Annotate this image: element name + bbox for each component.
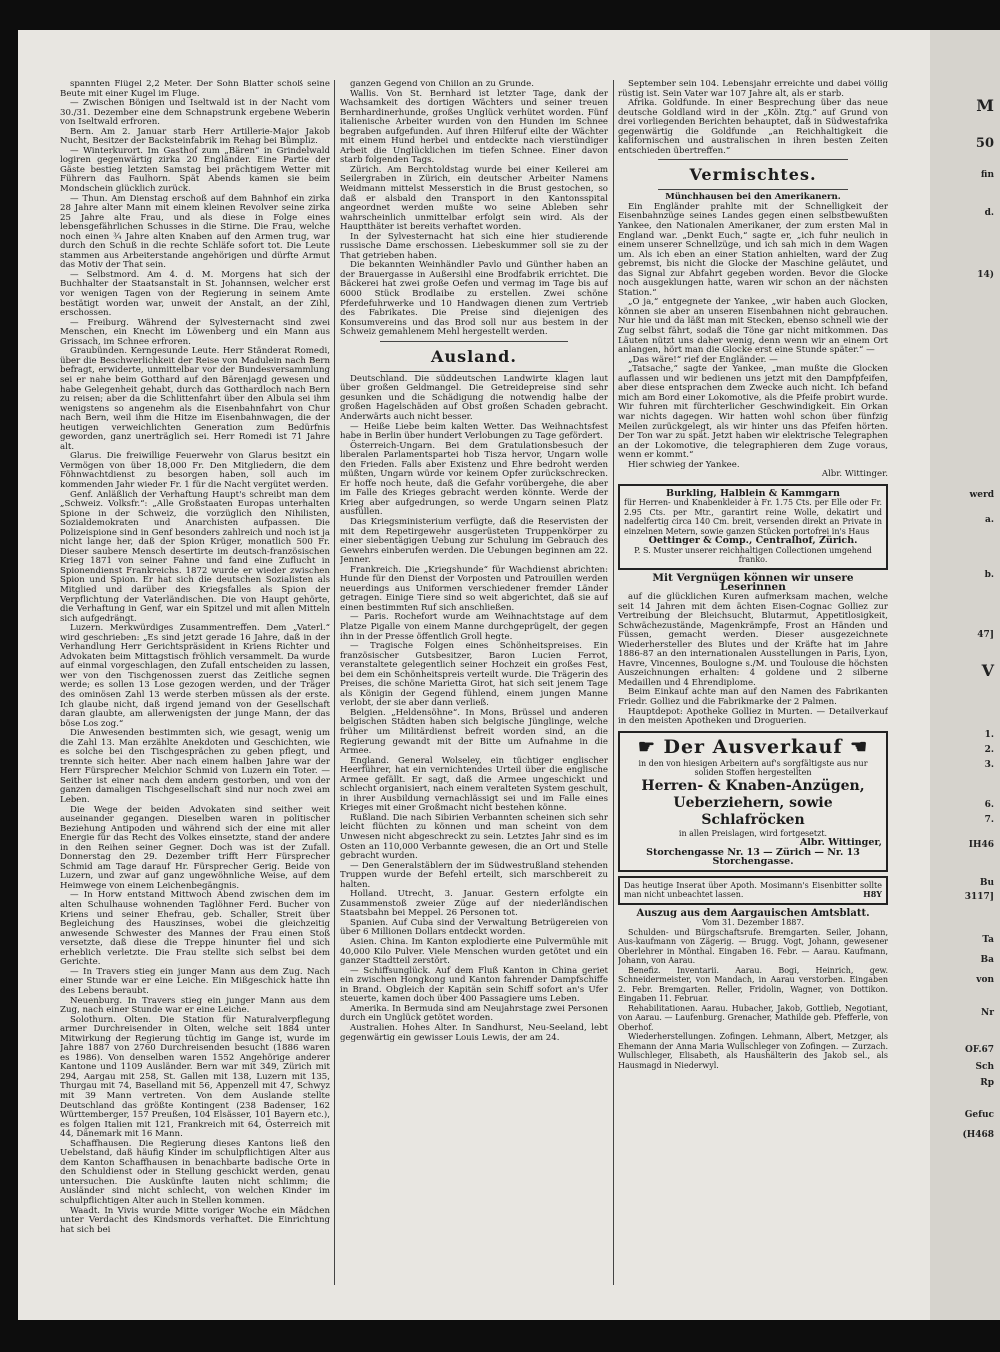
article-paragraph: Österreich-Ungarn. Bei dem Gratulationsbesuch der liberalen Parlamentspartei hob Tisza hervor, Ungarn wolle den Frieden. Falls aber Existenz und Ehre bedroht werden müßten, Ungarn würde vor keinem Opfer zurückschrecken. Er hoffe noch heute, daß die Gefahr vorübergehe, die aber im Falle des Krieges gebracht werden könnte. Werde der Krieg aber aufgedrungen, so werde Ungarn seinen Platz ausfüllen. bbox=[340, 440, 608, 518]
article-paragraph: — Paris. Rochefort wurde am Weihnachtstage auf dem Platze Pigalle von einem Manne durchgeprügelt, der gegen ihn in der Presse öffentlich Groll hegte. bbox=[340, 612, 608, 642]
section-title-ausland: Ausland. bbox=[431, 346, 517, 366]
edge-fragment: OF.67 bbox=[965, 1045, 994, 1055]
edge-fragment: d. bbox=[984, 208, 994, 218]
edge-fragment: Bu bbox=[979, 878, 994, 888]
adjacent-page-edge bbox=[930, 30, 1000, 1320]
amtsblatt-extract bbox=[618, 909, 888, 1071]
article-paragraph: Genf. Anläßlich der Verhaftung Haupt's schreibt man dem „Schweiz. Volksfr.“: „Alle Großstaaten Europas unterhalten Spione in der Schweiz, die vorzüglich den Nihilisten, Sozialdemokraten und Anarchisten aufpassen. Die Polizeispione sind in Genf besonders zahlreich und noch ist ja nicht lange her, daß der Spion Krüger, monatlich 500 Fr. Dieser saubere Mensch desertirte im deutsch-französischen Krieg 1871 von seiner Fahne und fand eine Zuflucht in Spionendienst Frankreichs. 1872 wurde er wieder zwischen Spion und Spion. Er hat sich die deutschen Sozialisten als Mitglied und darüber des Kriegsfalles als Spion der Verpflichtung der Vaterländischen. Die von Haupt gehörte, die Verhaftung in Genf, war ein Spitzel und mit allen Mitteln sich aufgedrängt. bbox=[60, 489, 330, 624]
article-paragraph: Holland. Utrecht, 3. Januar. Gestern erfolgte ein Zusammenstoß zweier Züge auf der niederländischen Staatsbahn bei Meppel. 26 Personen tot. bbox=[340, 889, 608, 919]
article-paragraph: Hier schwieg der Yankee. bbox=[628, 459, 740, 470]
article-paragraph: September sein 104. Lebensjahr erreichte und dabei völlig rüstig ist. Sein Vater war 107 Jahre alt, als er starb. bbox=[618, 80, 888, 99]
article-paragraph: Bern. Am 2. Januar starb Herr Artillerie-Major Jakob Nucht, Besitzer der Backsteinfabrik im Rehag bei Bümpliz. bbox=[60, 126, 330, 147]
article-paragraph: Afrika. Goldfunde. In einer Besprechung über das neue deutsche Goldland wird in der „Köln. Ztg.“ auf Grund von drei vorliegenden Berichten behauptet, daß in Südwestafrika gegenwärtig die Goldfunde „an Reichhaltigkeit die kalifornischen und australischen in ihren besten Zeiten entschieden übertreffen.“ bbox=[618, 98, 888, 156]
article-paragraph: In der Sylvesternacht hat sich eine hier studierende russische Dame erschossen. Liebeskummer soll sie zu der That getrieben haben. bbox=[340, 231, 608, 261]
article-paragraph: — Zwischen Bönigen und Iseltwald ist in der Nacht vom 30./31. Dezember eine dem Schnapstrunk ergebene Weberin von Iseltwald erfroren. bbox=[60, 98, 330, 128]
section-title-vermischtes: Vermischtes. bbox=[689, 165, 817, 185]
article-signature: Albr. Wittinger. bbox=[821, 469, 888, 480]
column-rule bbox=[334, 80, 335, 1285]
edge-fragment: 2. bbox=[984, 745, 994, 755]
article-paragraph: Schaffhausen. Die Regierung dieses Kantons ließ den Uebelstand, daß häufig Kinder im schulpflichtigen Alter aus dem Kanton Schaffhausen in benachbarte badische Orte in den Schuldienst oder in Stellung geschickt werden, genau untersuchen. Die Auskünfte lauten nicht schlimm; die Ausländer sind nicht schlecht, von welchen Kinder im schulpflichtigen Alter auch in Stellen kommen. bbox=[60, 1138, 330, 1206]
article-paragraph: — In Travers stieg ein junger Mann aus dem Zug. Nach einer Stunde war er eine Leiche. Ein Mißgeschick hatte ihn des Lebens beraubt. bbox=[60, 966, 330, 996]
article-paragraph: — Winterkurort. Im Gasthof zum „Bären“ in Grindelwald logiren gegenwärtig zirka 20 Engländer. Eine Partie der Gäste bestieg letzten Samstag bei prächtigem Wetter mit Führern das Faulhorn. Spät Abends kamen sie beim Mondschein glücklich zurück. bbox=[60, 145, 330, 195]
ad-address: Storchengasse Nr. 13 — Zürich — Nr. 13 Storchengasse. bbox=[646, 846, 860, 868]
edge-fragment: (H468 bbox=[962, 1130, 994, 1140]
amtsblatt-entry: Rehabilitationen. Aarau. Hubacher, Jakob, Gottlieb, Negotiant, von Aarau. — Laufenburg. Grenacher, Mathilde geb. Pfefferle, von Oberhof. bbox=[618, 1003, 888, 1032]
article-paragraph: Deutschland. Die süddeutschen Landwirte klagen laut über großen Geldmangel. Die Getreidepreise sind sehr gesunken und die Schädigung die notwendig halbe der großen Hagelschäden auf Obst großen Schaden gebracht. Anderwärts auch nicht besser. bbox=[340, 373, 608, 422]
edge-fragment: 14) bbox=[977, 270, 994, 280]
edge-fragment: V bbox=[981, 661, 994, 680]
article-paragraph: — Tragische Folgen eines Schönheitspreises. Ein französischer Gutsbesitzer, Baron Lucien Ferrot, veranstaltete gelegentlich seiner Hochzeit ein großes Fest, bei dem ein Schönheitspreis verteilt wurde. Die Trägerin des Preises, die schöne Marietta Girot, hat sich seit jenem Tage als Königin der Gegend fühlend, einem jungen Manne verlobt, der sie aber dann verließ. bbox=[340, 641, 608, 709]
article-paragraph: Australien. Hohes Alter. In Sandhurst, Neu-Seeland, lebt gegenwärtig ein gewisser Louis Lewis, der am 24. bbox=[340, 1022, 608, 1043]
edge-fragment: Gefuc bbox=[964, 1110, 994, 1120]
notice-eisen-cognac bbox=[618, 571, 888, 727]
edge-fragment: IH46 bbox=[968, 840, 994, 850]
article-paragraph: Rußland. Die nach Sibirien Verbannten scheinen sich sehr leicht flüchten zu können und man scheint von dem Unwesen nicht abgeschreckt zu sein. Letztes Jahr sind es im Osten an 110,000 Verbannte gewesen, die an Ort und Stelle gebracht wurden. bbox=[340, 812, 608, 862]
article-paragraph: England. General Wolseley, ein tüchtiger englischer Heerführer, hat ein vernichtendes Urteil über die englische Armee gefällt. Er sagt, daß die Armee ungeschickt und schlecht organisiert, nach einem veralteten System geschult, in ihrer Ausbildung vernachlässigt sei und im Falle eines Krieges mit einer Großmacht nicht bestehen könne. bbox=[340, 755, 608, 814]
edge-fragment: Rp bbox=[980, 1078, 994, 1088]
section-divider bbox=[658, 159, 848, 160]
article-paragraph: Glarus. Die freiwillige Feuerwehr von Glarus besitzt ein Vermögen von über 18,000 Fr. Den Mitgliedern, die dem Föhnwachtdienst zu besorgen haben, soll auch im kommenden Jahr wieder Fr. 1 für die Nacht vergütet werden. bbox=[60, 451, 330, 490]
article-paragraph: Wallis. Von St. Bernhard ist letzter Tage, dank der Wachsamkeit des dortigen Wächters und seiner treuen Bernhardinerhunde, großes Unglück verhütet worden. Fünf italienische Arbeiter wurden von den Hunden im Schnee begraben aufgefunden. Auf ihren Hilferuf eilte der Wächter mit einem Hund herbei und entdeckte nach vierstündiger Arbeit die Unglücklichen im tiefen Schnee. Einer davon starb folgenden Tags. bbox=[340, 88, 608, 166]
article-paragraph: Belgien. „Heldensöhne“. In Mons, Brüssel und anderen belgischen Städten haben sich belgische Jünglinge, welche früher um Militärdienst befreit worden sind, an die Regierung gewandt mit der Bitte um Aufnahme in die Armee. bbox=[340, 707, 608, 757]
article-paragraph: Waadt. In Vivis wurde Mitte voriger Woche ein Mädchen unter Verdacht des Kindsmords verhaftet. Die Einrichtung hat sich bei bbox=[60, 1205, 330, 1235]
article-paragraph: Zürich. Am Berchtoldstag wurde bei einer Keilerei am Seilergraben in Zürich, ein deutscher Arbeiter Namens Weidmann mittelst Messerstich in die Brust gestochen, so daß er alsbald den Transport in den Kantonsspital angeordnet werden mußte wo seine Ableben sehr wahrscheinlich unmittelbar erfolgt sein wird. Als der Hauptthäter ist bereits verhaftet worden. bbox=[340, 164, 608, 233]
article-paragraph: Das Kriegsministerium verfügte, daß die Reservisten der mit dem Repetirgewehr ausgerüsteten Truppenkörper zu einer siebentägigen Uebung zur Schulung im Gebrauch des Gewehrs einberufen werden. Die Uebungen beginnen am 22. Jenner. bbox=[340, 516, 608, 566]
edge-fragment: werd bbox=[969, 490, 994, 500]
edge-fragment: 6. bbox=[984, 800, 994, 810]
article-paragraph: — Selbstmord. Am 4. d. M. Morgens hat sich der Buchhalter der Staatsanstalt in St. Johannsen, welcher erst vor wenigen Tagen von der Regierung in seinem Amte bestätigt worden war, unweit der Anstalt, an der Zihl, erschossen. bbox=[60, 269, 330, 319]
article-paragraph: Die Anwesenden bestimmten sich, wie gesagt, wenig um die Zahl 13. Man erzählte Anekdoten und Geschichten, wie es solche bei den Tischgesprächen zu geben pflegt, und trennte sich heiter. Aber nach einem halben Jahre war der Herr Fürsprecher Melchior Schmid von Luzern ein Toter. — Seither ist einer nach dem andern gestorben, und von der ganzen damaligen Tischgesellschaft sind nur noch zwei am Leben. bbox=[60, 728, 330, 806]
amtsblatt-entry: Schulden- und Bürgschaftsrufe. Bremgarten. Seiler, Johann, Aus-kaufmann von Zägerig. — Brugg. Vogt, Johann, gewesener Oberlehrer in Mönthal. Eingaben 16. Febr. — Aarau. Kaufmann, Johann, von Aarau. bbox=[618, 927, 888, 966]
section-divider bbox=[380, 341, 568, 342]
column-rule bbox=[613, 80, 614, 1285]
edge-fragment: a. bbox=[985, 515, 994, 525]
article-paragraph: Die Wege der beiden Advokaten sind seither weit auseinander gegangen. Dieselben waren in politischer Beziehung Antipoden und während sich der eine mit aller Energie für das Recht des Volkes einsetzte, stand der andere in den Reihen seiner Gegner. Doch was ist der Zufall. Donnerstag den 29. Dezember trifft Herr Fürsprecher Schmid am Tage darauf Hr. Fürsprecher Gerig. Beide von Luzern, und zwar auf ganz ungewöhnliche Weise, auf dem Heimwege von einem Leichenbegängnis. bbox=[60, 804, 330, 891]
edge-fragment: von bbox=[976, 975, 994, 985]
article-paragraph: — Thun. Am Dienstag erschoß auf dem Bahnhof ein zirka 28 Jahre alter Mann mit einem kleinen Revolver seine zirka 25 Jahre alte Frau, und als diese in Folge eines lebensgefährlichen Schusses in die Stirne. Die Frau, welche noch einen ¾ Jahre alten Knaben auf den Armen trug, war durch den Schuß in die rechte Schläfe sofort tot. Die Leute stammen aus Arbeiterstande angehörigen und dürfte Armut das Motiv der That sein. bbox=[60, 193, 330, 271]
advertisement-eisenbitter bbox=[618, 876, 888, 905]
notice-line: Hauptdepot: Apotheke Golliez in Murten. — Detailverkauf in den meisten Apotheken und Droguerien. bbox=[618, 706, 888, 727]
ad-products: Herren- & Knaben-Anzügen, Ueberziehern, sowie Schlafröcken bbox=[641, 777, 865, 828]
edge-fragment: 3. bbox=[984, 760, 994, 770]
edge-fragment: fin bbox=[980, 170, 994, 180]
article-paragraph: — In Horw entstand Mittwoch Abend zwischen dem im alten Schulhause wohnenden Taglöhner Ferd. Bucher von Kriens und seiner Ehefrau, geb. Schaller, Streit über Begleichung des Hauszinses, wobei die gleichzeitig anwesende Schwester des Mannes der Frau einen Stoß versetzte, daß diese die Treppe hinunter fiel und sich erheblich verletzte. Die Frau stellte sich selbst bei dem Gerichte. bbox=[60, 890, 330, 968]
article-paragraph: — Den Generalstäblern der im Südwestrußland stehenden Truppen wurde der Befehl erteilt, sich marschbereit zu halten. bbox=[340, 860, 608, 890]
edge-fragment: Ta bbox=[982, 935, 994, 945]
article-paragraph: Amerika. In Bermuda sind am Neujahrstage zwei Personen durch ein Unglück getötet worden. bbox=[340, 1003, 608, 1024]
article-paragraph: — Schiffsunglück. Auf dem Fluß Kanton in China geriet ein zwischen Hongkong und Kanton fahrender Dampfschiffe in Brand. Obgleich der Kapitän sein Schiff sofort an's Ufer steuerte, kamen doch über 400 Passagiere ums Leben. bbox=[340, 965, 608, 1005]
article-paragraph: Neuenburg. In Travers stieg ein junger Mann aus dem Zug, nach einer Stunde war er eine Leiche. bbox=[60, 995, 330, 1016]
notice-line: Beim Einkauf achte man auf den Namen des Fabrikanten Friedr. Golliez und die Fabrikmarke der 2 Palmen. bbox=[618, 687, 888, 707]
edge-fragment: 7. bbox=[984, 815, 994, 825]
ad-body: für Herren- und Knabenkleider à Fr. 1.75 Cts. per Elle oder Fr. 2.95 Cts. per Mtr., garantirt reine Wolle, dekatirt und nadelfertig circa 140 Cm. breit, versenden direkt an Private in einzelnen Metern, sowie ganzen Stücken portofrei in's Haus bbox=[624, 498, 882, 536]
advertisement-buckskin bbox=[618, 484, 888, 570]
article-paragraph: Luzern. Merkwürdiges Zusammentreffen. Dem „Vaterl.“ wird geschrieben: „Es sind jetzt gerade 16 Jahre, daß in der Verhandlung Herr Gerichtspräsident in Kriens Richter und Advokaten beim Mittagstisch fröhlich versammelt. Da wurde auf einmal vorgeschlagen, den Zufall entscheiden zu lassen, wer von den Tischgenossen zuerst das Zeitliche segnen werde; es sollen 13 Lose gezogen werden, und der Träger des ominösen Zahl 13 werde sterben müssen als der erste. Ich glaube nicht, daß irgend jemand von der Gesellschaft daran glaubte, am allerwenigsten der junge Mann, der das böse Los zog.“ bbox=[60, 623, 330, 729]
amtsblatt-entry: Wiederherstellungen. Zofingen. Lehmann, Albert, Metzger, als Ehemann der Anna Maria Wullschleger von Zofingen. — Zurzach. Wullschleger, Elisabeth, als Haushälterin des Jakob sel., als Hausmagd in Niederwyl. bbox=[618, 1032, 888, 1070]
article-paragraph: „Das wäre!“ rief der Engländer. — bbox=[628, 354, 778, 365]
advertisement-ausverkauf bbox=[618, 731, 888, 872]
ad-heading: Burkling, Halblein & Kammgarn bbox=[666, 487, 840, 499]
edge-fragment: Ba bbox=[980, 955, 994, 965]
ad-firm: Oettinger & Comp., Centralhof, Zürich. bbox=[648, 535, 858, 547]
article-paragraph: — Freiburg. Während der Sylvesternacht sind zwei Menschen, ein Knecht im Löwenberg und ein Mann aus Grissach, im Schnee erfroren. bbox=[60, 317, 330, 347]
section-divider bbox=[380, 371, 568, 372]
article-paragraph: spannten Flügel 2,2 Meter. Der Sohn Blatter schoß seine Beute mit einer Kugel im Fluge. bbox=[60, 80, 330, 99]
amtsblatt-entry: Benefiz. Inventarii. Aarau. Bogi, Heinrich, gew. Schneidermeister, von Mandach, in Aarau verstorben. Eingaben 2. Febr. Bremgarten. Reller, Fridolin, Wagner, von Dottikon. Eingaben 11. Februar. bbox=[618, 965, 888, 1004]
amtsblatt-title: Auszug aus dem Aargauischen Amtsblatt. bbox=[636, 907, 870, 919]
article-paragraph: Frankreich. Die „Kriegshunde“ für Wachdienst abrichten: Hunde für den Dienst der Vorposten und Patrouillen werden neuerdings aus Uniformen verschiedener fremder Länder getragen. Einige Tiere sind so weit abgerichtet, daß sie auf einen bestimmten Ruf sich anschließen. bbox=[340, 564, 608, 613]
amtsblatt-date: Vom 31. Dezember 1887. bbox=[701, 918, 805, 928]
article-paragraph: Spanien. Auf Cuba sind der Verwaltung Betrügereien von über 6 Millionen Dollars entdeckt worden. bbox=[340, 917, 608, 938]
edge-fragment: Sch bbox=[975, 1062, 994, 1072]
edge-fragment: b. bbox=[984, 570, 994, 580]
article-paragraph: — Heiße Liebe beim kalten Wetter. Das Weihnachtsfest habe in Berlin über hundert Verlobungen zu Tage gefördert. bbox=[340, 421, 608, 442]
edge-fragment: Nr bbox=[981, 1008, 994, 1018]
ad-intro: in den von hiesigen Arbeitern auf's sorgfältigste aus nur soliden Stoffen hergestellten bbox=[638, 758, 868, 778]
column-right bbox=[618, 80, 888, 1290]
edge-fragment: 1. bbox=[984, 730, 994, 740]
article-paragraph: Die bekannten Weinhändler Pavlo und Günther haben an der Brauergasse in Außersihl eine Brodfabrik errichtet. Die Bäckerei hat zwei große Oefen und vermag im Tage bis auf 6000 Stück Brodlaibe zu erstellen. Zwei schöne Pferdefuhrwerke und 10 Handwagen dienen zum Vertrieb des Fabrikates. Die Preise sind diejenigen des Konsumvereins und das Brod soll nur aus bestem in der Schweiz gemahlenem Mehl hergestellt werden. bbox=[340, 260, 608, 338]
notice-title: Mit Vergnügen können wir unsere Leserinnen bbox=[652, 571, 854, 594]
column-left bbox=[60, 80, 330, 1290]
ad-firm: Albr. Wittinger, bbox=[799, 837, 882, 849]
article-paragraph: Graubünden. Kerngesunde Leute. Herr Ständerat Romedi, über die Beschwerlichkeit der Reise von Madulein nach Bern befragt, erwiderte, unmittelbar vor der Bundesversammlung sei er nahe beim Gotthard auf den Bärenjagd gewesen und habe Gelegenheit gehabt, durch das Gotthardloch nach Bern zu reisen; aber da die Schlittenfahrt über den Albula sei ihm wenigstens so angenehm als die Eisenbahnfahrt von Chur nach Bern, weil ihm die Hitze im Eisenbahnwagen, die der heutigen verweichlichten Generation zum Bedürfnis geworden, ganz unerträglich sei. Herr Romedi ist 71 Jahre alt. bbox=[60, 346, 330, 452]
notice-body: auf die glücklichen Kuren aufmerksam machen, welche seit 14 Jahren mit dem ächten Eisen-Cognac Golliez zur Vertreibung der Bleichsucht, Blutarmut, Appetitlosigkeit, Schwächezustände, Magenkrämpfe, Frost an Händen und Füssen, gemacht werden. Dieser ausgezeichnete Wiederhersteller des Blutes und der Kräfte hat im Jahre 1886-87 an den internationalen Ausstellungen in Paris, Lyon, Havre, Vincennes, Boulogne s./M. und Toulouse die höchsten Auszeichnungen erhalten: 4 goldene und 2 silberne Medaillen und 4 Ehrendiplome. bbox=[618, 591, 888, 688]
edge-fragment: M bbox=[976, 96, 994, 115]
article-paragraph: Solothurn. Olten. Die Station für Naturalverpflegung armer Durchreisender in Olten, welche seit 1884 unter Mitwirkung der Regierung tüchtig im Gange ist, wurde im Jahre 1887 von 2760 Durchreisenden besucht (1886 waren es 1986). Von denselben waren 1552 Angehörige anderer Kantone und 1109 Ausländer. Bern war mit 349, Zürich mit 294, Aargau mit 258, St. Gallen mit 138, Luzern mit 135, Thurgau mit 74, Baselland mit 56, Appenzell mit 47, Schwyz mit 39 Mann vertreten. Von dem Auslande stellte Deutschland das größte Kontingent (238 Badenser, 162 Württemberger, 157 Preußen, 104 Elsässer, 101 Bayern etc.), es folgen Italien mit 121, Frankreich mit 64, Österreich mit 44, Dänemark mit 16 Mann. bbox=[60, 1014, 330, 1140]
article-paragraph: ganzen Gegend von Chillon an zu Grunde. bbox=[350, 80, 534, 89]
article-paragraph: Asien. China. Im Kanton explodierte eine Pulvermühle mit 40,000 Kilo Pulver. Viele Menschen wurden getötet und ein ganzer Stadtteil zerstört. bbox=[340, 937, 608, 967]
article-paragraph: „O ja,“ entgegnete der Yankee, „wir haben auch Glocken, können sie aber an unseren Eisenbahnen nicht gebrauchen. Nur hie und da läßt man mit Stecken, ebenso schnell wie der Zug selbst fährt, sodaß die Töne gar nicht mitkommen. Das Läuten nützt uns daher wenig, denn wenn wir an einem Ort anlangen, hört man die Glocke erst eine Stunde später.“ — bbox=[618, 297, 888, 356]
ad-title: ☛ Der Ausverkauf ☚ bbox=[637, 735, 869, 758]
newspaper-page bbox=[18, 30, 1000, 1320]
article-paragraph: „Tatsache,“ sagte der Yankee, „man mußte die Glocken auflassen und wir bedienen uns jetzt mit den Dampfpfeifen, aber diese entsprachen dem Zwecke auch nicht. Ich befand mich am Bord einer Lokomotive, als die Pfeife probirt wurde. Wir fuhren mit fürchterlicher Geschwindigkeit. Ein Orkan war nichts dagegen. Wir hatten wohl schon über fünfzig Meilen zurückgelegt, als wir hinter uns das Pfeifen hörten. Der Ton war zu spät. Jetzt haben wir elektrische Telegraphen an der Lokomotive, die telegraphieren dem Zuge voraus, wenn er kommt.“ bbox=[618, 364, 888, 461]
edge-fragment: 3117] bbox=[964, 892, 994, 902]
ad-note: P. S. Muster unserer reichhaltigen Collectionen umgehend franko. bbox=[634, 545, 872, 565]
ad-price-note: in allen Preislagen, wird fortgesetzt. bbox=[678, 828, 828, 838]
edge-fragment: 47] bbox=[977, 630, 994, 640]
article-headline: Münchhausen bei den Amerikanern. bbox=[665, 192, 841, 203]
article-paragraph: Ein Engländer prahlte mit der Schnelligkeit der Eisenbahnzüge seines Landes gegen einen selbstbewußten Yankee, den Nationalen Amerikaner, der zum ersten Mal in England war. „Denkt Euch,“ sagte er, „ich fuhr neulich in einem unserer Schnellzüge, und ich sah mich in dem Wagen um. Als ich eben an einer Station anhielten, ward der Zug gebremst, bis nicht die Glocke der Maschine geläutet, und das Signal zur Abfahrt gegeben worden. Bevor die Glocke noch ausgeklungen hatte, waren wir schon an der nächsten Station.“ bbox=[618, 201, 888, 298]
edge-fragment: 50 bbox=[975, 136, 994, 151]
column-middle bbox=[340, 80, 608, 1290]
ad-text: Das heutige Inserat über Apoth. Mosimann's Eisenbitter sollte man nicht unbeachtet lassen. H8Y bbox=[624, 880, 882, 900]
section-divider bbox=[658, 189, 848, 190]
